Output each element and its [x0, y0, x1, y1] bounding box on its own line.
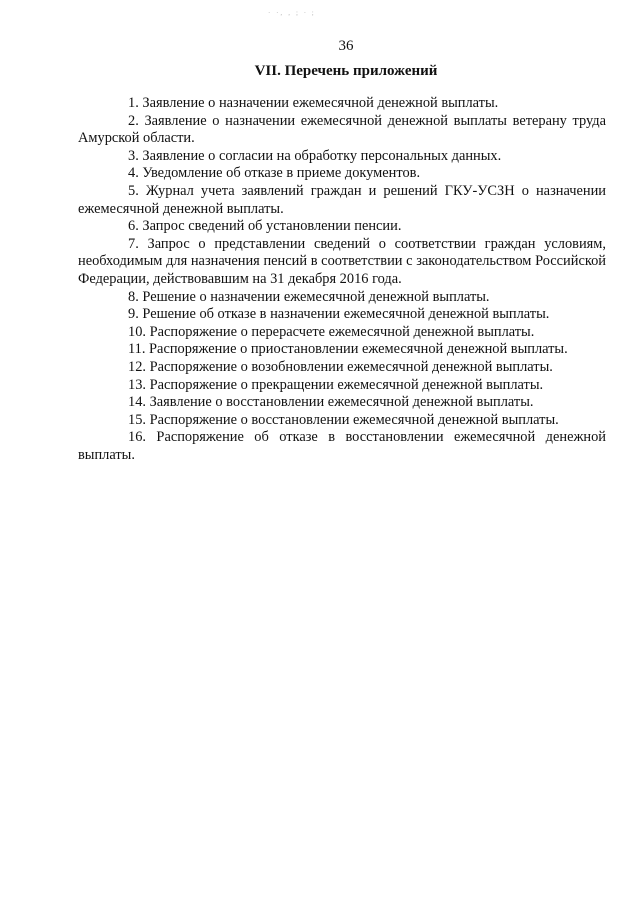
list-item: 10. Распоряжение о перерасчете ежемесячной денежной выплаты. [128, 323, 535, 340]
list-item: 15. Распоряжение о восстановлении ежемесячной денежной выплаты. [128, 411, 559, 428]
list-item: 2. Заявление о назначении ежемесячной денежной выплаты ветерану труда Амурской области. [78, 112, 606, 147]
list-item: 16. Распоряжение об отказе в восстановлении ежемесячной денежной выплаты. [78, 429, 606, 463]
list-item: 8. Решение о назначении ежемесячной денежной выплаты. [128, 288, 490, 305]
page-number: 36 [338, 38, 354, 54]
list-item: 13. Распоряжение о прекращении ежемесячной денежной выплаты. [128, 376, 544, 393]
scan-marks: · ·, ‚ ; · ; [268, 9, 316, 17]
list-item: 7. Запрос о представлении сведений о соответствии граждан условиям, необходимым для назначения пенсий в соответствии с законодательством Российской Федерации, действовавшим на 31 декабря 2016 года. [78, 235, 606, 287]
appendix-list [78, 95, 606, 464]
list-item: 6. Запрос сведений об установлении пенсии. [128, 218, 402, 235]
list-item: 3. Заявление о согласии на обработку персональных данных. [128, 147, 502, 164]
section-title: VII. Перечень приложений [254, 63, 438, 79]
list-item: 14. Заявление о восстановлении ежемесячной денежной выплаты. [128, 394, 534, 411]
list-item: 9. Решение об отказе в назначении ежемесячной денежной выплаты. [128, 306, 550, 323]
list-item: 12. Распоряжение о возобновлении ежемесячной денежной выплаты. [128, 358, 553, 375]
list-item: 4. Уведомление об отказе в приеме документов. [128, 165, 421, 182]
list-item: 5. Журнал учета заявлений граждан и решений ГКУ-УСЗН о назначении ежемесячной денежной выплаты. [78, 182, 606, 217]
list-item: 11. Распоряжение о приостановлении ежемесячной денежной выплаты. [128, 341, 568, 358]
list-item: 1. Заявление о назначении ежемесячной денежной выплаты. [128, 95, 499, 111]
